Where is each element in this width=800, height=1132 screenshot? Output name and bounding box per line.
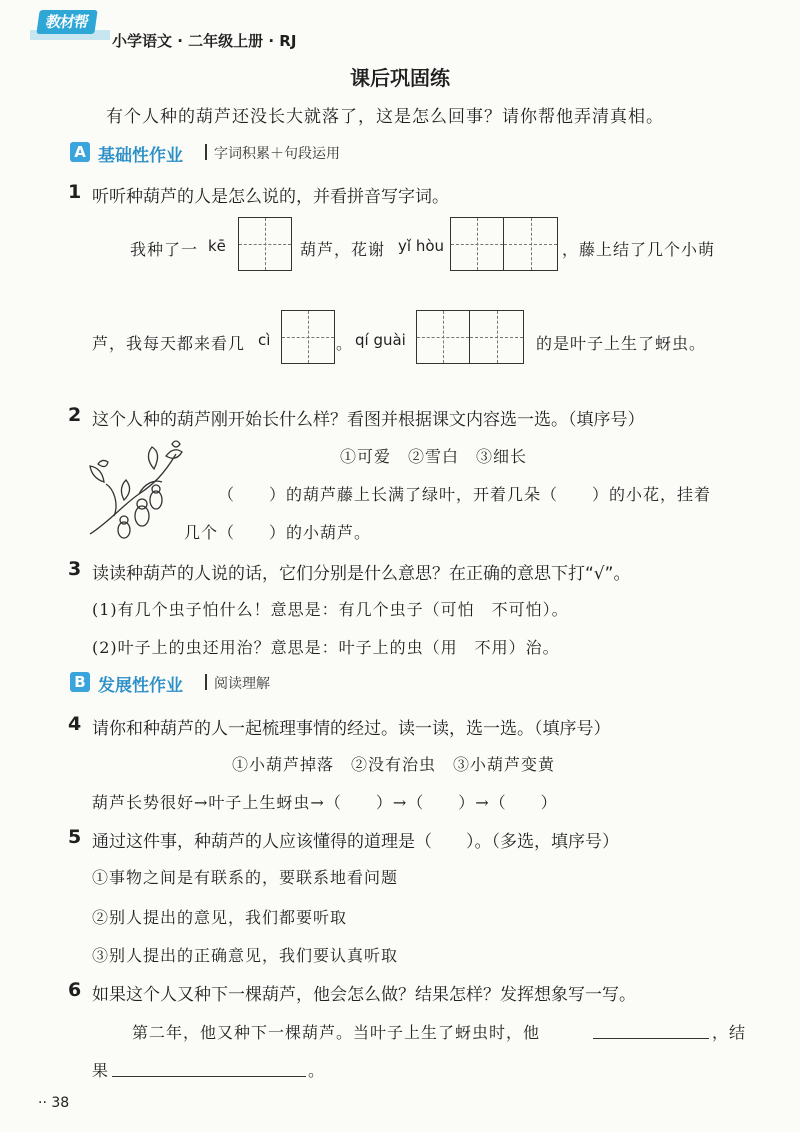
section-a-subtitle: 字词积累＋句段运用	[214, 146, 340, 162]
q6-line1-text: 第二年，他又种下一棵葫芦。当叶子上生了蚜虫时，他	[132, 1023, 541, 1042]
section-b-subtitle: 阅读理解	[214, 676, 270, 692]
q2-line1: （ ）的葫芦藤上长满了绿叶，开着几朵（ ）的小花，挂着	[218, 485, 712, 504]
q3-item-2: (2)叶子上的虫还用治？意思是：叶子上的虫（用 不用）治。	[92, 638, 560, 657]
question-1-text: 听听种葫芦的人是怎么说的，并看拼音写字词。	[92, 187, 449, 207]
q1-writing-box-ke[interactable]	[238, 217, 292, 271]
q2-options: ①可爱 ②雪白 ③细长	[340, 447, 528, 466]
question-3-number: 3	[68, 558, 82, 580]
subject-label: 小学语文 · 二年级上册 · RJ	[112, 32, 297, 50]
section-divider	[205, 674, 207, 690]
question-4-text: 请你和种葫芦的人一起梳理事情的经过。读一读，选一选。（填序号）	[92, 719, 611, 739]
question-1-number: 1	[68, 181, 82, 203]
intro-text: 有个人种的葫芦还没长大就落了，这是怎么回事？请你帮他弄清真相。	[106, 107, 664, 127]
q6-answer-blank-2[interactable]	[112, 1076, 306, 1077]
section-divider	[205, 144, 207, 160]
q1-writing-box-qiguai[interactable]	[416, 310, 524, 364]
question-4-number: 4	[68, 713, 82, 735]
q1-line1-text-c: ，藤上结了几个小萌	[562, 240, 716, 259]
section-b-badge: B	[70, 672, 90, 692]
question-6-number: 6	[68, 979, 82, 1001]
q6-line2-end: 。	[308, 1061, 326, 1080]
q1-writing-box-yihou[interactable]	[450, 217, 558, 271]
q5-option-3: ③别人提出的正确意见，我们要认真听取	[92, 946, 399, 965]
q1-writing-box-ci[interactable]	[281, 310, 335, 364]
q2-line2: 几个（ ）的小葫芦。	[184, 523, 372, 542]
gourd-vine-illustration	[84, 434, 184, 546]
question-6-text: 如果这个人又种下一棵葫芦，他会怎么做？结果怎样？发挥想象写一写。	[92, 985, 636, 1005]
q1-pinyin-ke: kē	[208, 237, 226, 255]
section-a-badge: A	[70, 142, 90, 162]
q5-option-2: ②别人提出的意见，我们都要听取	[92, 908, 348, 927]
q3-item-1: (1)有几个虫子怕什么！意思是：有几个虫子（可怕 不可怕）。	[92, 600, 569, 619]
question-2-text: 这个人种的葫芦刚开始长什么样？看图并根据课文内容选一选。（填序号）	[92, 410, 645, 430]
question-3-text: 读读种葫芦的人说的话，它们分别是什么意思？在正确的意思下打“√”。	[92, 564, 631, 584]
q6-line1-end: ，结	[712, 1023, 747, 1042]
q1-line2-text-c: 的是叶子上生了蚜虫。	[536, 334, 707, 353]
q5-option-1: ①事物之间是有联系的，要联系地看问题	[92, 868, 399, 887]
q1-line2-text-a: 芦，我每天都来看几	[92, 334, 246, 353]
question-2-number: 2	[68, 404, 82, 426]
q1-line1-text-a: 我种了一	[130, 240, 199, 259]
section-a-title: 基础性作业	[98, 146, 183, 166]
question-5-number: 5	[68, 826, 82, 848]
q1-line1-text-b: 葫芦，花谢	[300, 240, 386, 259]
q6-line2-text: 果	[92, 1061, 110, 1080]
page-number-value: 38	[51, 1095, 70, 1111]
brand-logo: 教材帮	[36, 10, 97, 34]
q1-line2-text-b: 。	[336, 334, 354, 353]
q1-pinyin-yihou: yǐ hòu	[398, 237, 445, 255]
section-b-title: 发展性作业	[98, 676, 183, 696]
q6-answer-blank-1[interactable]	[593, 1038, 709, 1039]
q1-pinyin-ci: cì	[258, 331, 271, 349]
page-title: 课后巩固练	[350, 66, 450, 90]
page-number: ·· 38	[38, 1095, 70, 1111]
question-5-text: 通过这件事，种葫芦的人应该懂得的道理是（ ）。（多选，填序号）	[92, 832, 619, 852]
q4-sequence: 葫芦长势很好→叶子上生蚜虫→（ ）→（ ）→（ ）	[92, 793, 558, 812]
q1-pinyin-qiguai: qí guài	[355, 331, 406, 349]
q4-options: ①小葫芦掉落 ②没有治虫 ③小葫芦变黄	[232, 755, 556, 774]
